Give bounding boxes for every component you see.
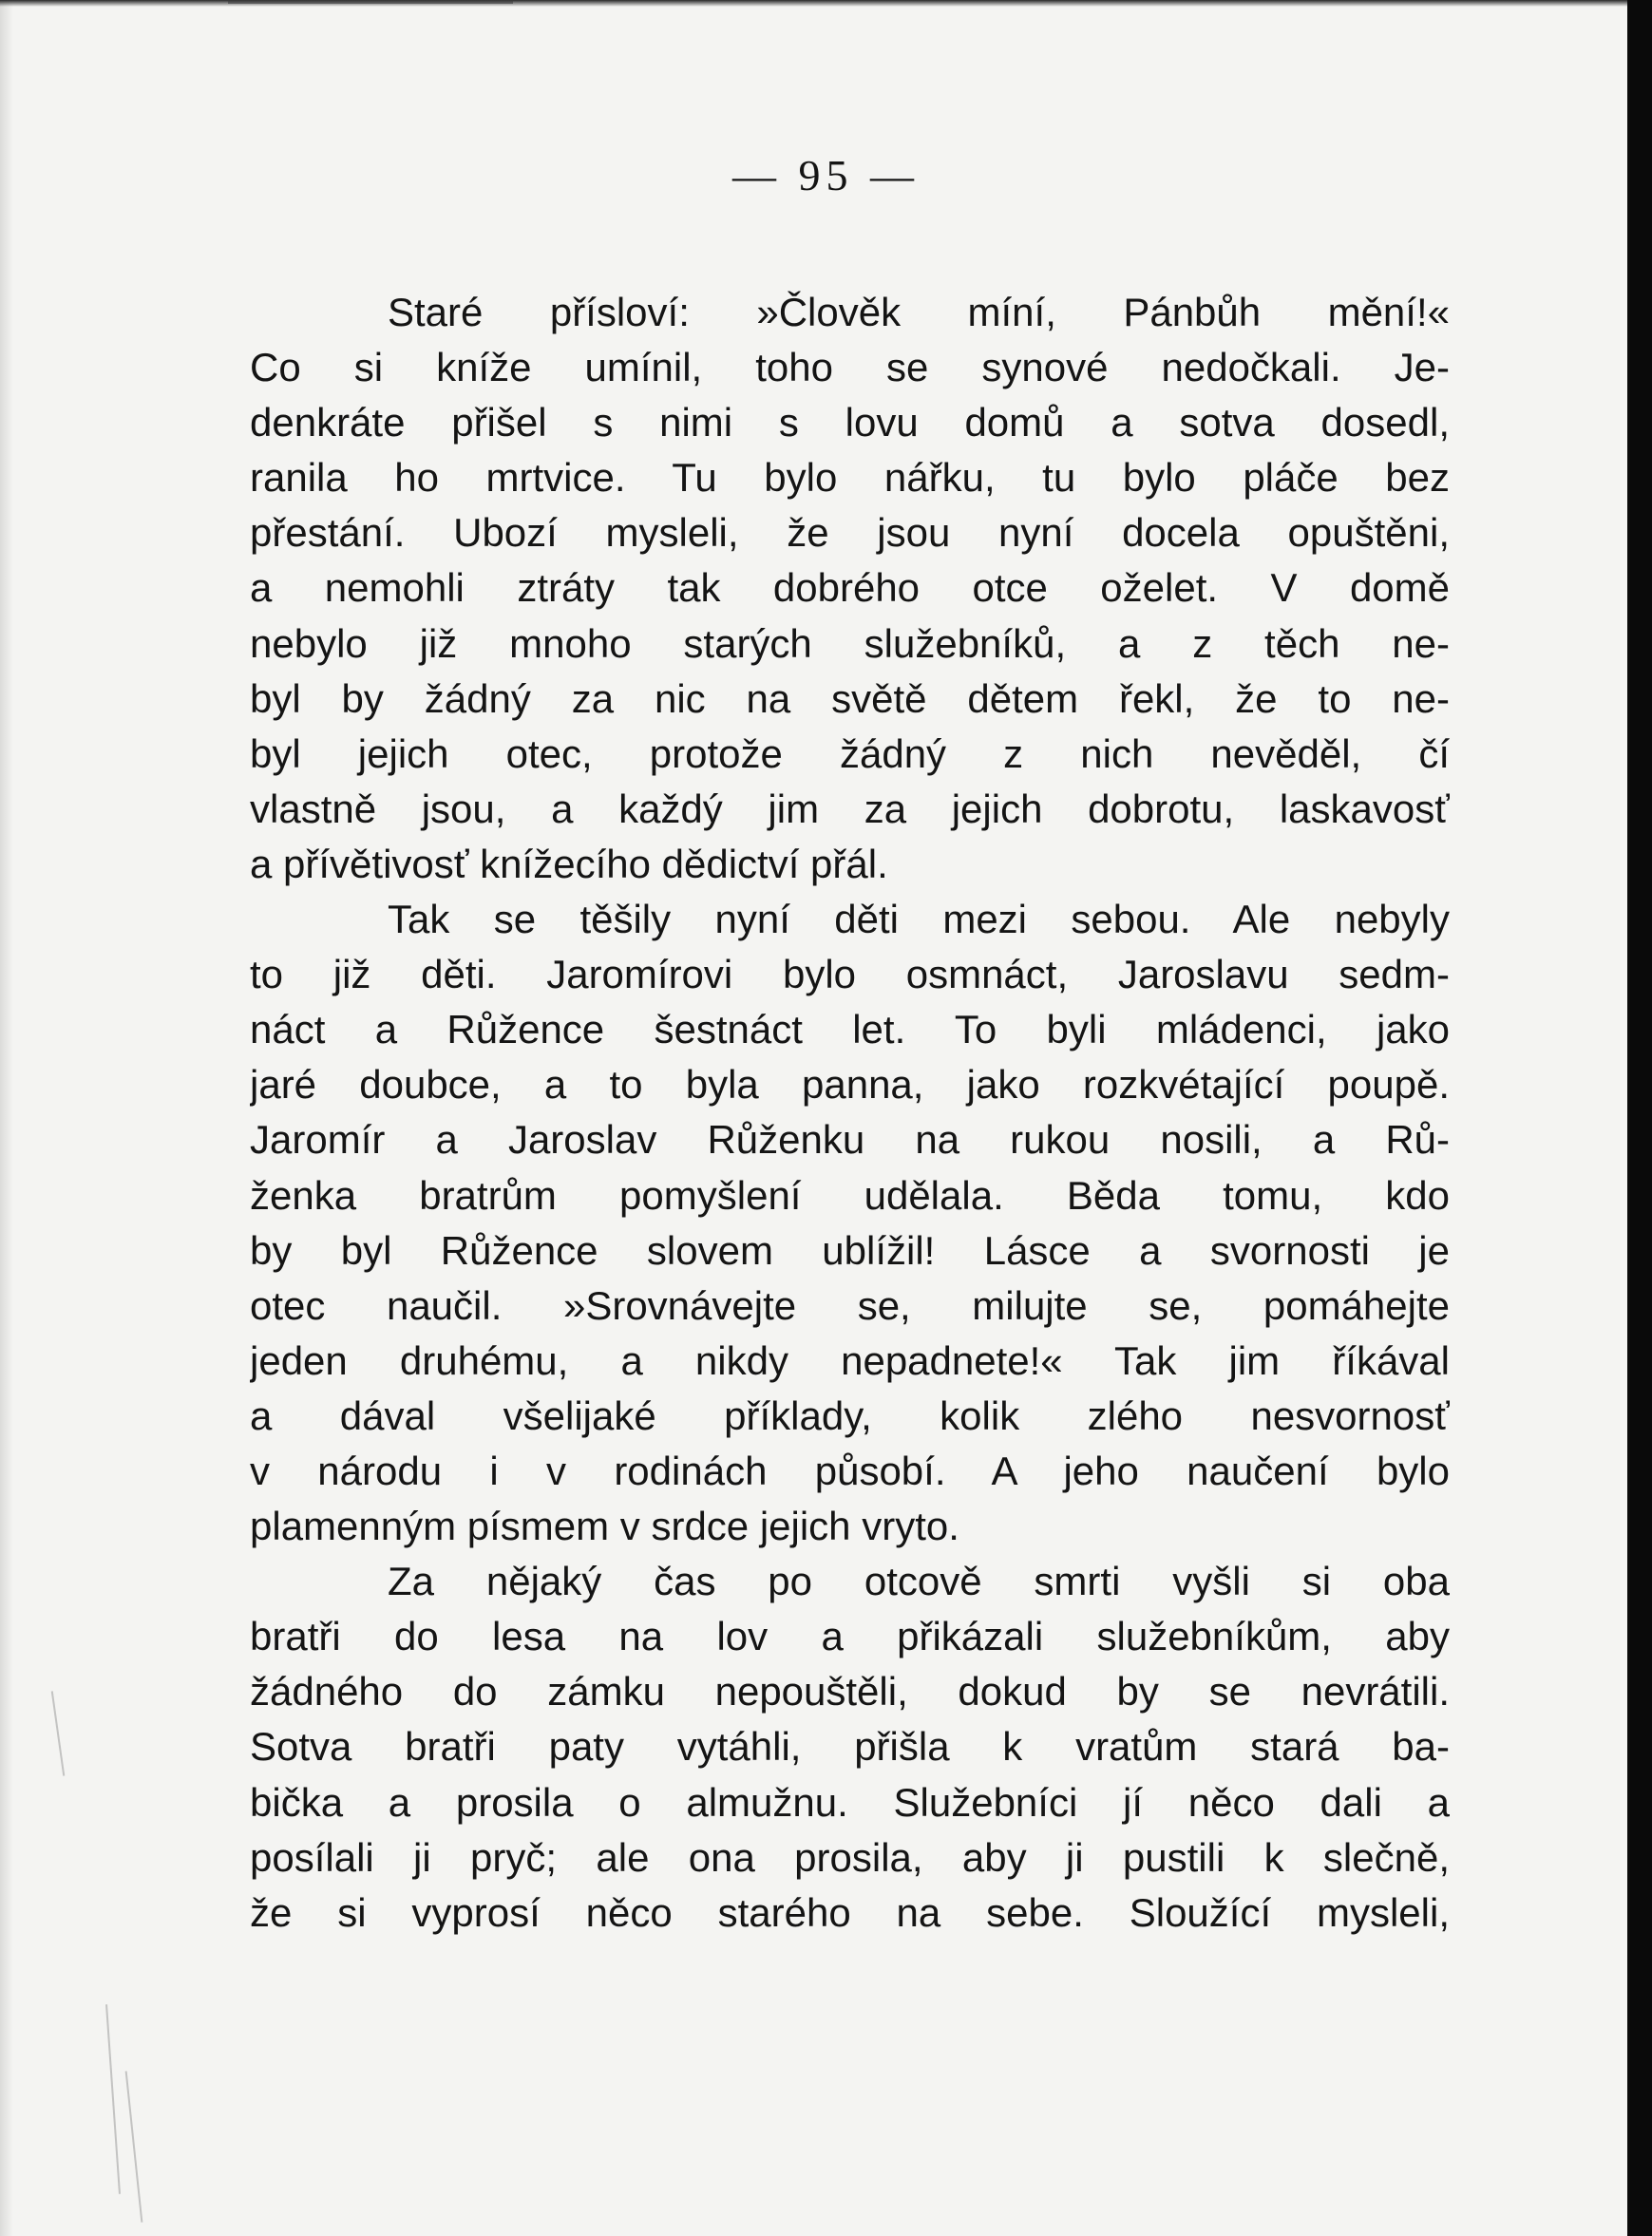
text-line: Jaromír a Jaroslav Růženku na rukou nosili, a Rů- [250, 1117, 1450, 1163]
scan-scratch [125, 2071, 143, 2222]
text-line: ranila ho mrtvice. Tu bylo nářku, tu bylo pláče bez [250, 455, 1450, 501]
text-line: Tak se těšily nyní děti mezi sebou. Ale nebyly [388, 897, 1450, 942]
text-line: denkráte přišel s nimi s lovu domů a sotva dosedl, [250, 400, 1450, 445]
page-number: — 95 — [732, 151, 920, 199]
text-line: by byl Růžence slovem ublížil! Lásce a svornosti je [250, 1227, 1450, 1273]
text-line: bratři do lesa na lov a přikázali služebníkům, aby [250, 1614, 1450, 1659]
text-line: a dával všelijaké příklady, kolik zlého nesvornosť [250, 1393, 1450, 1438]
text-line: jaré doubce, a to byla panna, jako rozkvétající poupě. [250, 1062, 1450, 1108]
text-line: byl jejich otec, protože žádný z nich nevěděl, čí [250, 730, 1450, 776]
scan-top-smudge [228, 0, 513, 4]
text-line: to již děti. Jaromírovi bylo osmnáct, Jaroslavu sedm- [250, 952, 1450, 997]
text-line: žádného do zámku nepouštěli, dokud by se nevrátili. [250, 1669, 1450, 1715]
text-line: otec naučil. »Srovnávejte se, milujte se, pomáhejte [250, 1282, 1450, 1328]
scan-left-shadow [0, 0, 13, 2236]
text-line: ženka bratrům pomyšlení udělala. Běda tomu, kdo [250, 1172, 1450, 1218]
text-line: Co si kníže umínil, toho se synové nedočkali. Je- [250, 345, 1450, 390]
scan-right-edge [1627, 0, 1652, 2236]
text-line: Za nějaký čas po otcově smrti vyšli si oba [388, 1559, 1450, 1604]
scan-scratch [105, 2004, 121, 2194]
text-line: nebylo již mnoho starých služebníků, a z těch ne- [250, 620, 1450, 666]
text-line: jeden druhému, a nikdy nepadnete!« Tak jim říkával [250, 1337, 1450, 1383]
text-line: byl by žádný za nic na světě dětem řekl, že to ne- [250, 675, 1450, 721]
text-line: náct a Růžence šestnáct let. To byli mládenci, jako [250, 1007, 1450, 1052]
text-line: posílali ji pryč; ale ona prosila, aby ji pustili k slečně, [250, 1834, 1450, 1880]
text-line: Staré přísloví: »Člověk míní, Pánbůh mění!« [388, 290, 1450, 334]
body-text [250, 285, 1450, 1941]
text-line: bička a prosila o almužnu. Služebníci jí něco dali a [250, 1779, 1450, 1825]
text-line: v národu i v rodinách působí. A jeho naučení bylo [250, 1448, 1450, 1493]
text-line: přestání. Ubozí mysleli, že jsou nyní docela opuštěni, [250, 510, 1450, 556]
text-line: plamenným písmem v srdce jejich vryto. [250, 1504, 959, 1549]
text-line: a přívětivosť knížecího dědictví přál. [250, 841, 888, 886]
text-line: a nemohli ztráty tak dobrého otce oželet. V domě [250, 565, 1450, 611]
scan-scratch [51, 1691, 66, 1775]
text-line: Sotva bratři paty vytáhli, přišla k vratům stará ba- [250, 1724, 1450, 1770]
text-line: že si vyprosí něco starého na sebe. Sloužící mysleli, [250, 1889, 1450, 1935]
text-line: vlastně jsou, a každý jim za jejich dobrotu, laskavosť [250, 786, 1450, 831]
